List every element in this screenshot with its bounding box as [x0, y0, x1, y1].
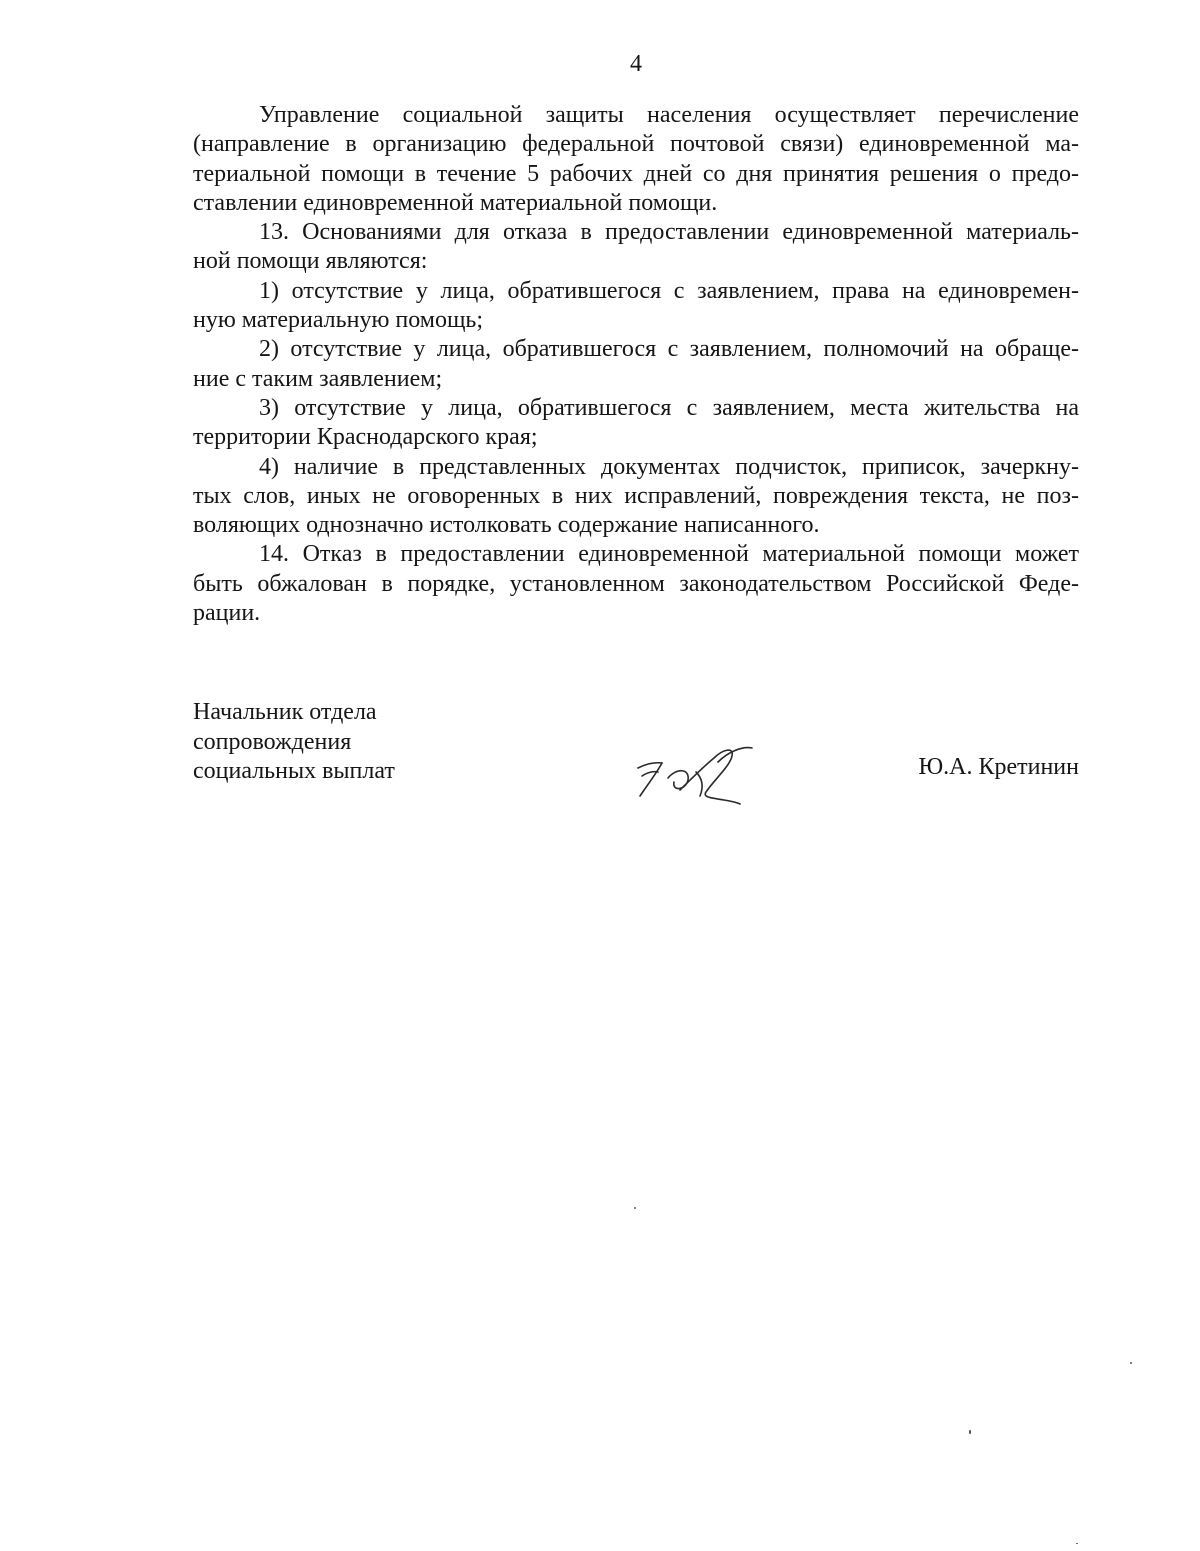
paragraph-line: рации. [193, 600, 261, 627]
paragraph-line: териальной помощи в течение 5 рабочих дней со дня принятия решения о предо- [193, 160, 1079, 187]
signer-position-line: социальных выплат [193, 758, 395, 784]
paragraph-line: воляющих однозначно истолковать содержание написанного. [193, 512, 820, 539]
signature-block [193, 698, 1079, 808]
paragraph-line: территории Краснодарского края; [193, 424, 538, 451]
paragraph-line: ставлении единовременной материальной помощи. [193, 189, 718, 216]
signer-position-line: Начальник отдела [193, 699, 377, 725]
scan-speck [1130, 1362, 1132, 1364]
handwritten-signature-icon [618, 738, 768, 810]
scan-speck [634, 1207, 636, 1209]
paragraph-line: тых слов, иных не оговоренных в них исправлений, повреждения текста, не поз- [193, 482, 1079, 509]
scan-speck [1076, 1543, 1078, 1544]
paragraph-line: 4) наличие в представленных документах подчисток, приписок, зачеркну- [259, 453, 1079, 480]
signer-position-line: сопровождения [193, 728, 352, 755]
paragraph-line: Управление социальной защиты населения осуществляет перечисление [259, 102, 1079, 128]
paragraph-line: 1) отсутствие у лица, обратившегося с заявлением, права на единовремен- [259, 277, 1079, 304]
paragraph-line: быть обжалован в порядке, установленном законодательством Российской Феде- [193, 570, 1079, 597]
paragraph-line: (направление в организацию федеральной почтовой связи) единовременной ма- [193, 131, 1079, 158]
document-body [193, 101, 1079, 628]
page-number: 4 [630, 51, 642, 77]
paragraph-line: ную материальную помощь; [193, 307, 484, 334]
signer-name: Ю.А. Кретинин [918, 754, 1079, 780]
paragraph-line: 2) отсутствие у лица, обратившегося с заявлением, полномочий на обраще- [259, 336, 1079, 363]
paragraph-line: ной помощи являются: [193, 248, 428, 275]
paragraph-line: ние с таким заявлением; [193, 365, 443, 392]
paragraph-line: 14. Отказ в предоставлении единовременной материальной помощи может [259, 541, 1079, 568]
paragraph-line: 3) отсутствие у лица, обратившегося с заявлением, места жительства на [259, 394, 1079, 421]
scan-speck [969, 1430, 971, 1434]
paragraph-line: 13. Основаниями для отказа в предоставлении единовременной материаль- [259, 219, 1079, 246]
